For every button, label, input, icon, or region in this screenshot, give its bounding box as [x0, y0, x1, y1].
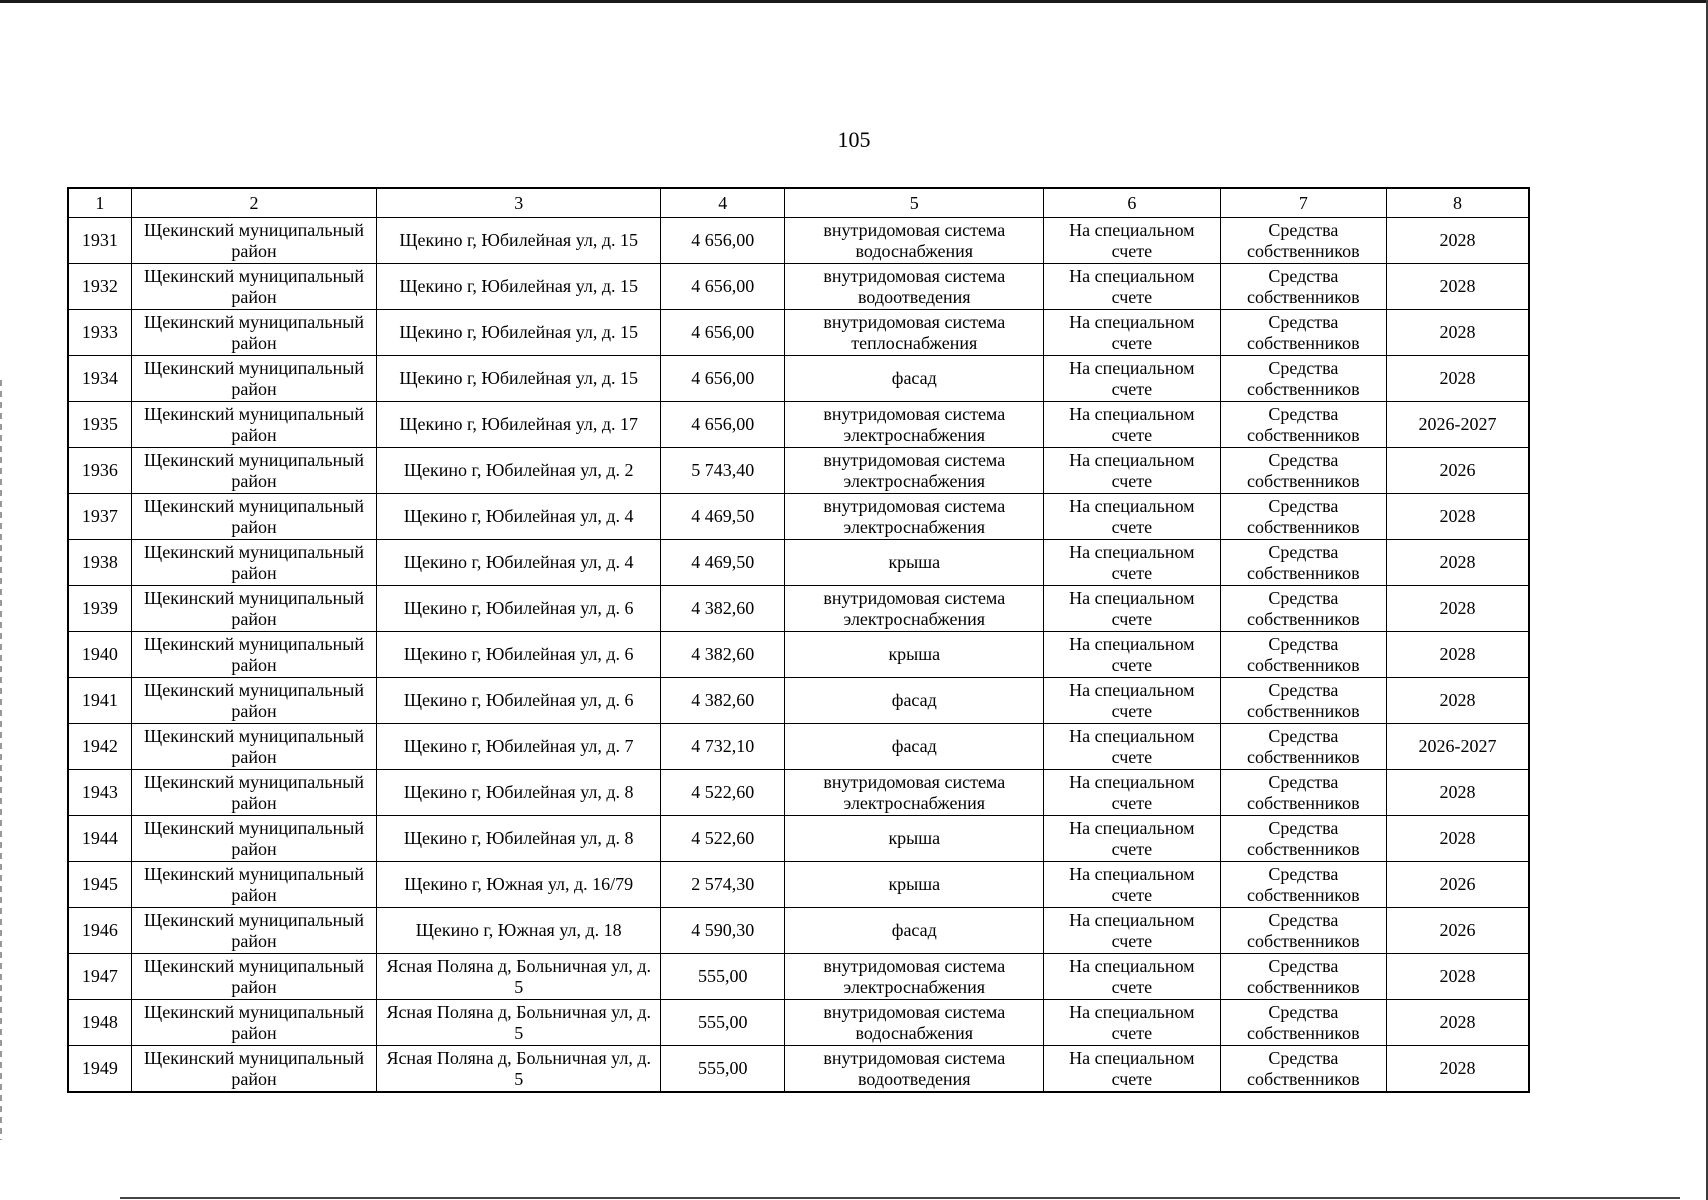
- address-cell: Щекино г, Юбилейная ул, д. 8: [377, 816, 661, 862]
- account-cell: На специальном счете: [1044, 954, 1220, 1000]
- year-cell: 2026: [1387, 862, 1529, 908]
- funding-cell: Средства собственников: [1220, 954, 1386, 1000]
- system-cell: внутридомовая система водоснабжения: [785, 1000, 1044, 1046]
- address-cell: Ясная Поляна д, Больничная ул, д. 5: [377, 1000, 661, 1046]
- table-row: [68, 448, 1529, 494]
- funding-cell: Средства собственников: [1220, 816, 1386, 862]
- system-cell: внутридомовая система водоотведения: [785, 264, 1044, 310]
- area-cell: 4 656,00: [661, 310, 785, 356]
- district-cell: Щекинский муниципальный район: [131, 310, 377, 356]
- row-number-cell: 1939: [68, 586, 131, 632]
- row-number-cell: 1943: [68, 770, 131, 816]
- table-row: [68, 540, 1529, 586]
- year-cell: 2028: [1387, 540, 1529, 586]
- funding-cell: Средства собственников: [1220, 264, 1386, 310]
- year-cell: 2028: [1387, 264, 1529, 310]
- row-number-cell: 1946: [68, 908, 131, 954]
- area-cell: 4 382,60: [661, 632, 785, 678]
- area-cell: 4 522,60: [661, 816, 785, 862]
- table-row: [68, 678, 1529, 724]
- funding-cell: Средства собственников: [1220, 1046, 1386, 1093]
- account-cell: На специальном счете: [1044, 908, 1220, 954]
- account-cell: На специальном счете: [1044, 816, 1220, 862]
- system-cell: крыша: [785, 816, 1044, 862]
- area-cell: 4 382,60: [661, 586, 785, 632]
- funding-cell: Средства собственников: [1220, 448, 1386, 494]
- system-cell: фасад: [785, 724, 1044, 770]
- area-cell: 4 469,50: [661, 494, 785, 540]
- row-number-cell: 1933: [68, 310, 131, 356]
- funding-cell: Средства собственников: [1220, 1000, 1386, 1046]
- table-row: [68, 1000, 1529, 1046]
- address-cell: Щекино г, Юбилейная ул, д. 15: [377, 310, 661, 356]
- row-number-cell: 1932: [68, 264, 131, 310]
- funding-cell: Средства собственников: [1220, 540, 1386, 586]
- area-cell: 4 656,00: [661, 218, 785, 264]
- column-header-funding: 7: [1220, 188, 1386, 218]
- address-cell: Щекино г, Юбилейная ул, д. 15: [377, 356, 661, 402]
- table-row: [68, 356, 1529, 402]
- account-cell: На специальном счете: [1044, 540, 1220, 586]
- system-cell: внутридомовая система электроснабжения: [785, 770, 1044, 816]
- year-cell: 2026-2027: [1387, 724, 1529, 770]
- year-cell: 2028: [1387, 1000, 1529, 1046]
- district-cell: Щекинский муниципальный район: [131, 770, 377, 816]
- year-cell: 2028: [1387, 770, 1529, 816]
- table-row: [68, 632, 1529, 678]
- area-cell: 555,00: [661, 954, 785, 1000]
- funding-cell: Средства собственников: [1220, 402, 1386, 448]
- table-row: [68, 908, 1529, 954]
- funding-cell: Средства собственников: [1220, 908, 1386, 954]
- row-number-cell: 1937: [68, 494, 131, 540]
- year-cell: 2028: [1387, 494, 1529, 540]
- system-cell: внутридомовая система водоотведения: [785, 1046, 1044, 1093]
- funding-cell: Средства собственников: [1220, 218, 1386, 264]
- account-cell: На специальном счете: [1044, 1000, 1220, 1046]
- scan-edge-top: [0, 0, 1708, 3]
- year-cell: 2028: [1387, 356, 1529, 402]
- year-cell: 2026: [1387, 908, 1529, 954]
- address-cell: Ясная Поляна д, Больничная ул, д. 5: [377, 954, 661, 1000]
- column-header-area: 4: [661, 188, 785, 218]
- account-cell: На специальном счете: [1044, 724, 1220, 770]
- row-number-cell: 1945: [68, 862, 131, 908]
- district-cell: Щекинский муниципальный район: [131, 1000, 377, 1046]
- system-cell: внутридомовая система теплоснабжения: [785, 310, 1044, 356]
- row-number-cell: 1934: [68, 356, 131, 402]
- district-cell: Щекинский муниципальный район: [131, 218, 377, 264]
- row-number-cell: 1935: [68, 402, 131, 448]
- address-cell: Щекино г, Юбилейная ул, д. 2: [377, 448, 661, 494]
- funding-cell: Средства собственников: [1220, 356, 1386, 402]
- system-cell: внутридомовая система электроснабжения: [785, 494, 1044, 540]
- district-cell: Щекинский муниципальный район: [131, 678, 377, 724]
- area-cell: 4 656,00: [661, 402, 785, 448]
- address-cell: Щекино г, Юбилейная ул, д. 15: [377, 264, 661, 310]
- row-number-cell: 1949: [68, 1046, 131, 1093]
- account-cell: На специальном счете: [1044, 310, 1220, 356]
- table-header-row: [68, 188, 1529, 218]
- district-cell: Щекинский муниципальный район: [131, 908, 377, 954]
- year-cell: 2028: [1387, 954, 1529, 1000]
- account-cell: На специальном счете: [1044, 1046, 1220, 1093]
- address-cell: Щекино г, Юбилейная ул, д. 15: [377, 218, 661, 264]
- address-cell: Щекино г, Юбилейная ул, д. 4: [377, 494, 661, 540]
- district-cell: Щекинский муниципальный район: [131, 954, 377, 1000]
- account-cell: На специальном счете: [1044, 770, 1220, 816]
- account-cell: На специальном счете: [1044, 494, 1220, 540]
- system-cell: внутридомовая система электроснабжения: [785, 402, 1044, 448]
- area-cell: 4 656,00: [661, 264, 785, 310]
- table-row: [68, 402, 1529, 448]
- funding-cell: Средства собственников: [1220, 310, 1386, 356]
- district-cell: Щекинский муниципальный район: [131, 494, 377, 540]
- account-cell: На специальном счете: [1044, 862, 1220, 908]
- system-cell: крыша: [785, 540, 1044, 586]
- year-cell: 2028: [1387, 632, 1529, 678]
- row-number-cell: 1936: [68, 448, 131, 494]
- column-header-number: 1: [68, 188, 131, 218]
- district-cell: Щекинский муниципальный район: [131, 356, 377, 402]
- district-cell: Щекинский муниципальный район: [131, 632, 377, 678]
- area-cell: 4 382,60: [661, 678, 785, 724]
- area-cell: 555,00: [661, 1046, 785, 1093]
- system-cell: внутридомовая система электроснабжения: [785, 448, 1044, 494]
- row-number-cell: 1938: [68, 540, 131, 586]
- funding-cell: Средства собственников: [1220, 494, 1386, 540]
- row-number-cell: 1947: [68, 954, 131, 1000]
- row-number-cell: 1948: [68, 1000, 131, 1046]
- area-cell: 4 656,00: [661, 356, 785, 402]
- address-cell: Ясная Поляна д, Больничная ул, д. 5: [377, 1046, 661, 1093]
- year-cell: 2028: [1387, 586, 1529, 632]
- address-cell: Щекино г, Юбилейная ул, д. 8: [377, 770, 661, 816]
- system-cell: фасад: [785, 908, 1044, 954]
- area-cell: 5 743,40: [661, 448, 785, 494]
- system-cell: крыша: [785, 862, 1044, 908]
- year-cell: 2026: [1387, 448, 1529, 494]
- row-number-cell: 1941: [68, 678, 131, 724]
- year-cell: 2028: [1387, 1046, 1529, 1093]
- funding-cell: Средства собственников: [1220, 724, 1386, 770]
- column-header-system: 5: [785, 188, 1044, 218]
- account-cell: На специальном счете: [1044, 678, 1220, 724]
- row-number-cell: 1940: [68, 632, 131, 678]
- area-cell: 4 590,30: [661, 908, 785, 954]
- address-cell: Щекино г, Юбилейная ул, д. 6: [377, 586, 661, 632]
- table-row: [68, 1046, 1529, 1093]
- district-cell: Щекинский муниципальный район: [131, 540, 377, 586]
- row-number-cell: 1931: [68, 218, 131, 264]
- table-row: [68, 310, 1529, 356]
- account-cell: На специальном счете: [1044, 356, 1220, 402]
- table-row: [68, 586, 1529, 632]
- system-cell: внутридомовая система водоснабжения: [785, 218, 1044, 264]
- area-cell: 4 732,10: [661, 724, 785, 770]
- year-cell: 2028: [1387, 310, 1529, 356]
- area-cell: 555,00: [661, 1000, 785, 1046]
- page-number: 105: [837, 127, 871, 152]
- district-cell: Щекинский муниципальный район: [131, 402, 377, 448]
- table-row: [68, 816, 1529, 862]
- address-cell: Щекино г, Юбилейная ул, д. 4: [377, 540, 661, 586]
- account-cell: На специальном счете: [1044, 586, 1220, 632]
- system-cell: фасад: [785, 678, 1044, 724]
- district-cell: Щекинский муниципальный район: [131, 862, 377, 908]
- row-number-cell: 1942: [68, 724, 131, 770]
- table-row: [68, 264, 1529, 310]
- column-header-account: 6: [1044, 188, 1220, 218]
- district-cell: Щекинский муниципальный район: [131, 816, 377, 862]
- address-cell: Щекино г, Юбилейная ул, д. 7: [377, 724, 661, 770]
- table-body: [68, 218, 1529, 1093]
- year-cell: 2028: [1387, 678, 1529, 724]
- table-row: [68, 218, 1529, 264]
- address-cell: Щекино г, Южная ул, д. 16/79: [377, 862, 661, 908]
- address-cell: Щекино г, Юбилейная ул, д. 17: [377, 402, 661, 448]
- table-row: [68, 770, 1529, 816]
- row-number-cell: 1944: [68, 816, 131, 862]
- funding-cell: Средства собственников: [1220, 770, 1386, 816]
- system-cell: крыша: [785, 632, 1044, 678]
- table-row: [68, 494, 1529, 540]
- year-cell: 2028: [1387, 816, 1529, 862]
- system-cell: внутридомовая система электроснабжения: [785, 954, 1044, 1000]
- address-cell: Щекино г, Юбилейная ул, д. 6: [377, 678, 661, 724]
- account-cell: На специальном счете: [1044, 218, 1220, 264]
- scan-edge-left: [0, 380, 2, 1140]
- scan-edge-bottom: [120, 1197, 1680, 1199]
- funding-cell: Средства собственников: [1220, 862, 1386, 908]
- account-cell: На специальном счете: [1044, 402, 1220, 448]
- address-cell: Щекино г, Южная ул, д. 18: [377, 908, 661, 954]
- district-cell: Щекинский муниципальный район: [131, 264, 377, 310]
- table-row: [68, 954, 1529, 1000]
- year-cell: 2026-2027: [1387, 402, 1529, 448]
- year-cell: 2028: [1387, 218, 1529, 264]
- account-cell: На специальном счете: [1044, 448, 1220, 494]
- area-cell: 2 574,30: [661, 862, 785, 908]
- register-table: [67, 187, 1530, 1093]
- column-header-year: 8: [1387, 188, 1529, 218]
- district-cell: Щекинский муниципальный район: [131, 448, 377, 494]
- funding-cell: Средства собственников: [1220, 586, 1386, 632]
- table-row: [68, 724, 1529, 770]
- funding-cell: Средства собственников: [1220, 632, 1386, 678]
- account-cell: На специальном счете: [1044, 632, 1220, 678]
- system-cell: внутридомовая система электроснабжения: [785, 586, 1044, 632]
- district-cell: Щекинский муниципальный район: [131, 586, 377, 632]
- area-cell: 4 469,50: [661, 540, 785, 586]
- district-cell: Щекинский муниципальный район: [131, 1046, 377, 1093]
- table-row: [68, 862, 1529, 908]
- address-cell: Щекино г, Юбилейная ул, д. 6: [377, 632, 661, 678]
- account-cell: На специальном счете: [1044, 264, 1220, 310]
- column-header-address: 3: [377, 188, 661, 218]
- column-header-district: 2: [131, 188, 377, 218]
- funding-cell: Средства собственников: [1220, 678, 1386, 724]
- system-cell: фасад: [785, 356, 1044, 402]
- area-cell: 4 522,60: [661, 770, 785, 816]
- district-cell: Щекинский муниципальный район: [131, 724, 377, 770]
